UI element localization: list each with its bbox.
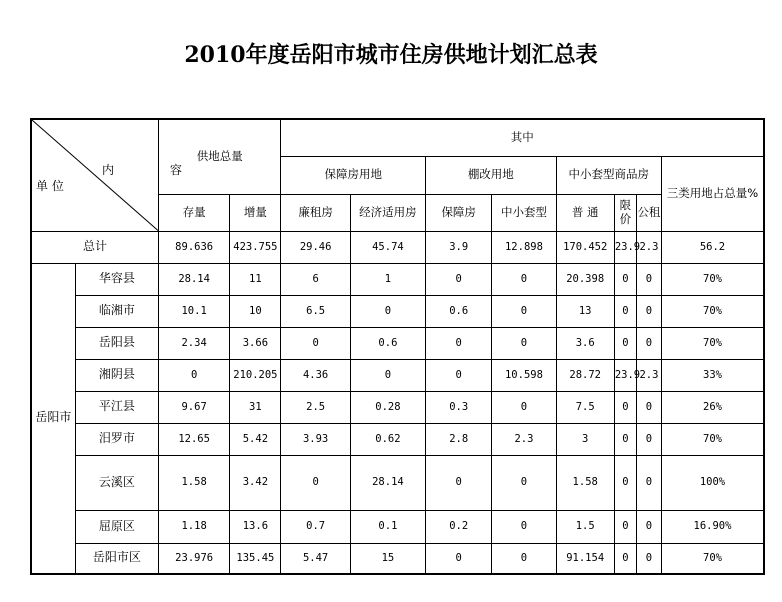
cell: 1.58 bbox=[159, 455, 230, 510]
row-name: 汨罗市 bbox=[75, 423, 158, 455]
cell: 100% bbox=[661, 455, 764, 510]
col-price-limited: 限价 bbox=[614, 194, 636, 231]
cell: 0 bbox=[350, 359, 425, 391]
cell: 13.6 bbox=[230, 510, 281, 543]
cell: 0 bbox=[614, 391, 636, 423]
cell: 11 bbox=[230, 263, 281, 295]
cell: 135.45 bbox=[230, 543, 281, 574]
cell: 4.36 bbox=[281, 359, 350, 391]
table-row bbox=[31, 510, 764, 543]
cell: 5.47 bbox=[281, 543, 350, 574]
row-name: 平江县 bbox=[75, 391, 158, 423]
cell: 16.90% bbox=[661, 510, 764, 543]
cell: 0 bbox=[426, 359, 492, 391]
row-name: 临湘市 bbox=[75, 295, 158, 327]
table-row bbox=[31, 455, 764, 510]
cell: 1.5 bbox=[556, 510, 614, 543]
cell: 0.6 bbox=[426, 295, 492, 327]
cell: 0 bbox=[492, 295, 556, 327]
cell: 7.5 bbox=[556, 391, 614, 423]
cell: 13 bbox=[556, 295, 614, 327]
cell: 2.3 bbox=[636, 359, 661, 391]
total-public-rental: 2.3 bbox=[636, 231, 661, 263]
total-stock: 89.636 bbox=[159, 231, 230, 263]
cell: 0 bbox=[636, 295, 661, 327]
cell: 70% bbox=[661, 543, 764, 574]
col-jingji: 经济适用房 bbox=[350, 194, 425, 231]
cell: 23.9 bbox=[614, 359, 636, 391]
cell: 0.6 bbox=[350, 327, 425, 359]
small-medium-housing-header: 中小套型商品房 bbox=[556, 156, 661, 194]
cell: 0 bbox=[636, 423, 661, 455]
cell: 0 bbox=[492, 543, 556, 574]
cell: 0.62 bbox=[350, 423, 425, 455]
cell: 9.67 bbox=[159, 391, 230, 423]
cell: 0 bbox=[636, 543, 661, 574]
table-row bbox=[31, 543, 764, 574]
cell: 3 bbox=[556, 423, 614, 455]
cell: 70% bbox=[661, 327, 764, 359]
cell: 3.66 bbox=[230, 327, 281, 359]
cell: 28.72 bbox=[556, 359, 614, 391]
cell: 0.3 bbox=[426, 391, 492, 423]
table-row bbox=[31, 359, 764, 391]
cell: 10.598 bbox=[492, 359, 556, 391]
cell: 12.65 bbox=[159, 423, 230, 455]
cell: 3.93 bbox=[281, 423, 350, 455]
group-label: 岳阳市 bbox=[31, 263, 75, 574]
cell: 0 bbox=[492, 263, 556, 295]
cell: 0.2 bbox=[426, 510, 492, 543]
share-header: 三类用地占总量% bbox=[661, 156, 764, 231]
cell: 0 bbox=[426, 327, 492, 359]
cell: 0 bbox=[492, 510, 556, 543]
total-increment: 423.755 bbox=[230, 231, 281, 263]
unit-label: 单 位 bbox=[36, 179, 64, 193]
cell: 0 bbox=[614, 295, 636, 327]
cell: 70% bbox=[661, 295, 764, 327]
cell: 0 bbox=[636, 263, 661, 295]
cell: 0 bbox=[159, 359, 230, 391]
row-name: 华容县 bbox=[75, 263, 158, 295]
row-name: 屈原区 bbox=[75, 510, 158, 543]
total-share: 56.2 bbox=[661, 231, 764, 263]
total-lianzu: 29.46 bbox=[281, 231, 350, 263]
col-increment: 增量 bbox=[230, 194, 281, 231]
col-baozhang: 保障房 bbox=[426, 194, 492, 231]
cell: 0 bbox=[426, 543, 492, 574]
cell: 31 bbox=[230, 391, 281, 423]
content-label: 内 容 bbox=[102, 163, 208, 177]
cell: 0 bbox=[281, 327, 350, 359]
cell: 2.8 bbox=[426, 423, 492, 455]
cell: 0.28 bbox=[350, 391, 425, 423]
cell: 5.42 bbox=[230, 423, 281, 455]
cell: 3.42 bbox=[230, 455, 281, 510]
cell: 0 bbox=[614, 455, 636, 510]
cell: 0 bbox=[636, 391, 661, 423]
cell: 28.14 bbox=[159, 263, 230, 295]
cell: 0 bbox=[281, 455, 350, 510]
cell: 0 bbox=[614, 263, 636, 295]
cell: 0.1 bbox=[350, 510, 425, 543]
total-row bbox=[31, 231, 764, 263]
page-title: 2010年度岳阳市城市住房供地计划汇总表 bbox=[184, 42, 598, 68]
cell: 0 bbox=[350, 295, 425, 327]
cell: 210.205 bbox=[230, 359, 281, 391]
cell: 70% bbox=[661, 263, 764, 295]
cell: 0 bbox=[614, 510, 636, 543]
table-row bbox=[31, 327, 764, 359]
cell: 0 bbox=[492, 327, 556, 359]
cell: 23.976 bbox=[159, 543, 230, 574]
total-baozhang: 3.9 bbox=[426, 231, 492, 263]
cell: 0 bbox=[614, 543, 636, 574]
cell: 70% bbox=[661, 423, 764, 455]
total-jingji: 45.74 bbox=[350, 231, 425, 263]
row-name: 岳阳市区 bbox=[75, 543, 158, 574]
cell: 0 bbox=[636, 510, 661, 543]
cell: 1 bbox=[350, 263, 425, 295]
baozhang-land-header: 保障房用地 bbox=[281, 156, 426, 194]
cell: 33% bbox=[661, 359, 764, 391]
supply-summary-table bbox=[30, 118, 765, 575]
cell: 1.58 bbox=[556, 455, 614, 510]
cell: 0 bbox=[492, 391, 556, 423]
total-supply-header: 供地总量 bbox=[159, 119, 281, 194]
cell: 0 bbox=[426, 263, 492, 295]
cell: 20.398 bbox=[556, 263, 614, 295]
col-small-medium: 中小套型 bbox=[492, 194, 556, 231]
cell: 6 bbox=[281, 263, 350, 295]
total-price-limited: 23.9 bbox=[614, 231, 636, 263]
cell: 91.154 bbox=[556, 543, 614, 574]
col-ordinary: 普 通 bbox=[556, 194, 614, 231]
table-row bbox=[31, 391, 764, 423]
col-lianzu: 廉租房 bbox=[281, 194, 350, 231]
table-row bbox=[31, 423, 764, 455]
table-row bbox=[31, 263, 764, 295]
row-name: 云溪区 bbox=[75, 455, 158, 510]
cell: 0 bbox=[636, 455, 661, 510]
col-public-rental: 公租 bbox=[636, 194, 661, 231]
cell: 0 bbox=[492, 455, 556, 510]
cell: 2.3 bbox=[492, 423, 556, 455]
total-label: 总计 bbox=[31, 231, 159, 263]
cell: 1.18 bbox=[159, 510, 230, 543]
cell: 2.5 bbox=[281, 391, 350, 423]
cell: 10 bbox=[230, 295, 281, 327]
table-row bbox=[31, 295, 764, 327]
cell: 3.6 bbox=[556, 327, 614, 359]
total-ordinary: 170.452 bbox=[556, 231, 614, 263]
cell: 15 bbox=[350, 543, 425, 574]
total-small-medium: 12.898 bbox=[492, 231, 556, 263]
cell: 0 bbox=[614, 327, 636, 359]
cell: 10.1 bbox=[159, 295, 230, 327]
of-which-header: 其中 bbox=[281, 119, 764, 156]
cell: 0 bbox=[636, 327, 661, 359]
cell: 2.34 bbox=[159, 327, 230, 359]
cell: 0 bbox=[614, 423, 636, 455]
cell: 0 bbox=[426, 455, 492, 510]
cell: 0.7 bbox=[281, 510, 350, 543]
row-name: 岳阳县 bbox=[75, 327, 158, 359]
cell: 6.5 bbox=[281, 295, 350, 327]
cell: 26% bbox=[661, 391, 764, 423]
penggai-land-header: 棚改用地 bbox=[426, 156, 557, 194]
row-name: 湘阴县 bbox=[75, 359, 158, 391]
col-stock: 存量 bbox=[159, 194, 230, 231]
cell: 28.14 bbox=[350, 455, 425, 510]
